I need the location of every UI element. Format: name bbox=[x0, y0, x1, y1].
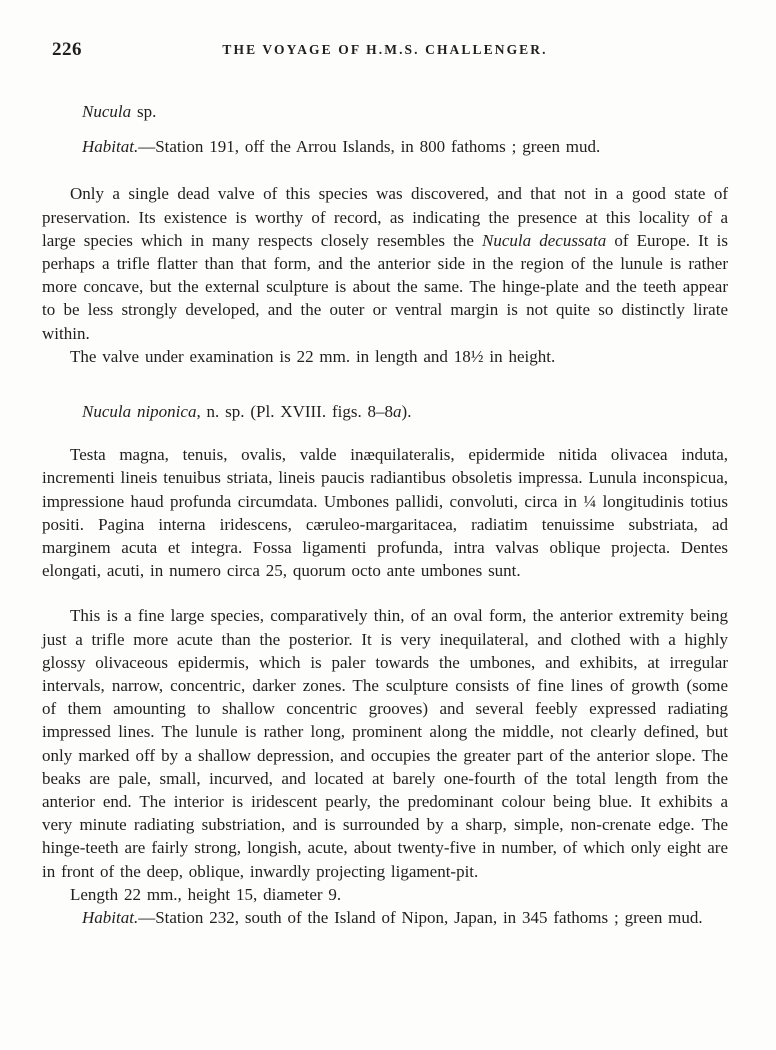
running-title: THE VOYAGE OF H.M.S. CHALLENGER. bbox=[222, 42, 548, 57]
measurements-line: Length 22 mm., height 15, diameter 9. bbox=[70, 884, 342, 904]
valve-measurement-line: The valve under examination is 22 mm. in length and 18½ in height. bbox=[70, 346, 556, 366]
page-text bbox=[42, 100, 728, 929]
species-heading-nucula-sp: Nucula sp. bbox=[82, 102, 157, 121]
latin-diagnosis-paragraph: Testa magna, tenuis, ovalis, valde inæquilateralis, epidermide nitida olivacea induta, incrementi lineis tenuibus striata, lineis paucis radiantibus obsoletis impressa. Lunula inconspicua, impressione haud profunda circumdata. Umbones pallidi, convoluti, circa in ¼ longitudinis totius positi. Pagina interna iridescens, cæruleo-margaritacea, radiatim tenuissime substriata, ad marginem acuta et integra. Fossa ligamenti profunda, intra valvas oblique projecta. Dentes elongati, acuti, in numero circa 25, quorum octo ante umbones sunt. bbox=[42, 445, 728, 581]
species-heading-nucula-niponica: Nucula niponica, n. sp. (Pl. XVIII. figs. 8–8a). bbox=[82, 402, 412, 422]
habitat-line-station-191: Habitat.—Station 191, off the Arrou Islands, in 800 fathoms ; green mud. bbox=[82, 137, 601, 157]
habitat-line-station-232: Habitat.—Station 232, south of the Island of Nipon, Japan, in 345 fathoms ; green mud. bbox=[82, 908, 703, 928]
page-number: 226 bbox=[52, 39, 82, 60]
description-paragraph-nucula-sp: Only a single dead valve of this species was discovered, and that not in a good state of preservation. Its existence is worthy of record, as indicating the presence at this locality of a large species which in many respects closely resembles the Nucula decussata of Europe. It is perhaps a trifle flatter than that form, and the anterior side in the region of the lunule is rather more concave, but the external sculpture is about the same. The hinge-plate and the teeth appear to be less strongly developed, and the outer or ventral margin is not quite so distinctly lirate within. bbox=[42, 184, 728, 343]
description-paragraph-nucula-niponica: This is a fine large species, comparatively thin, of an oval form, the anterior extremity being just a trifle more acute than the posterior. It is very inequilateral, and clothed with a highly glossy olivaceous epidermis, which is paler towards the umbones, and exhibits, at irregular intervals, narrow, concentric, darker zones. The sculpture consists of fine lines of growth (some of them amounting to shallow concentric grooves) and several feebly expressed radiating impressed lines. The lunule is rather long, prominent along the middle, not clearly defined, but only marked off by a shallow depression, and occupies the greater part of the anterior slope. The beaks are pale, small, incurved, and located at barely one-fourth of the total length from the anterior end. The interior is iridescent pearly, the predominant colour being blue. It exhibits a very minute radiating substriation, and is surrounded by a sharp, simple, non-crenate edge. The hinge-teeth are fairly strong, longish, acute, about twenty-five in number, of which only eight are in front of the deep, oblique, inwardly projecting ligament-pit. bbox=[42, 606, 728, 881]
running-head bbox=[42, 38, 728, 62]
